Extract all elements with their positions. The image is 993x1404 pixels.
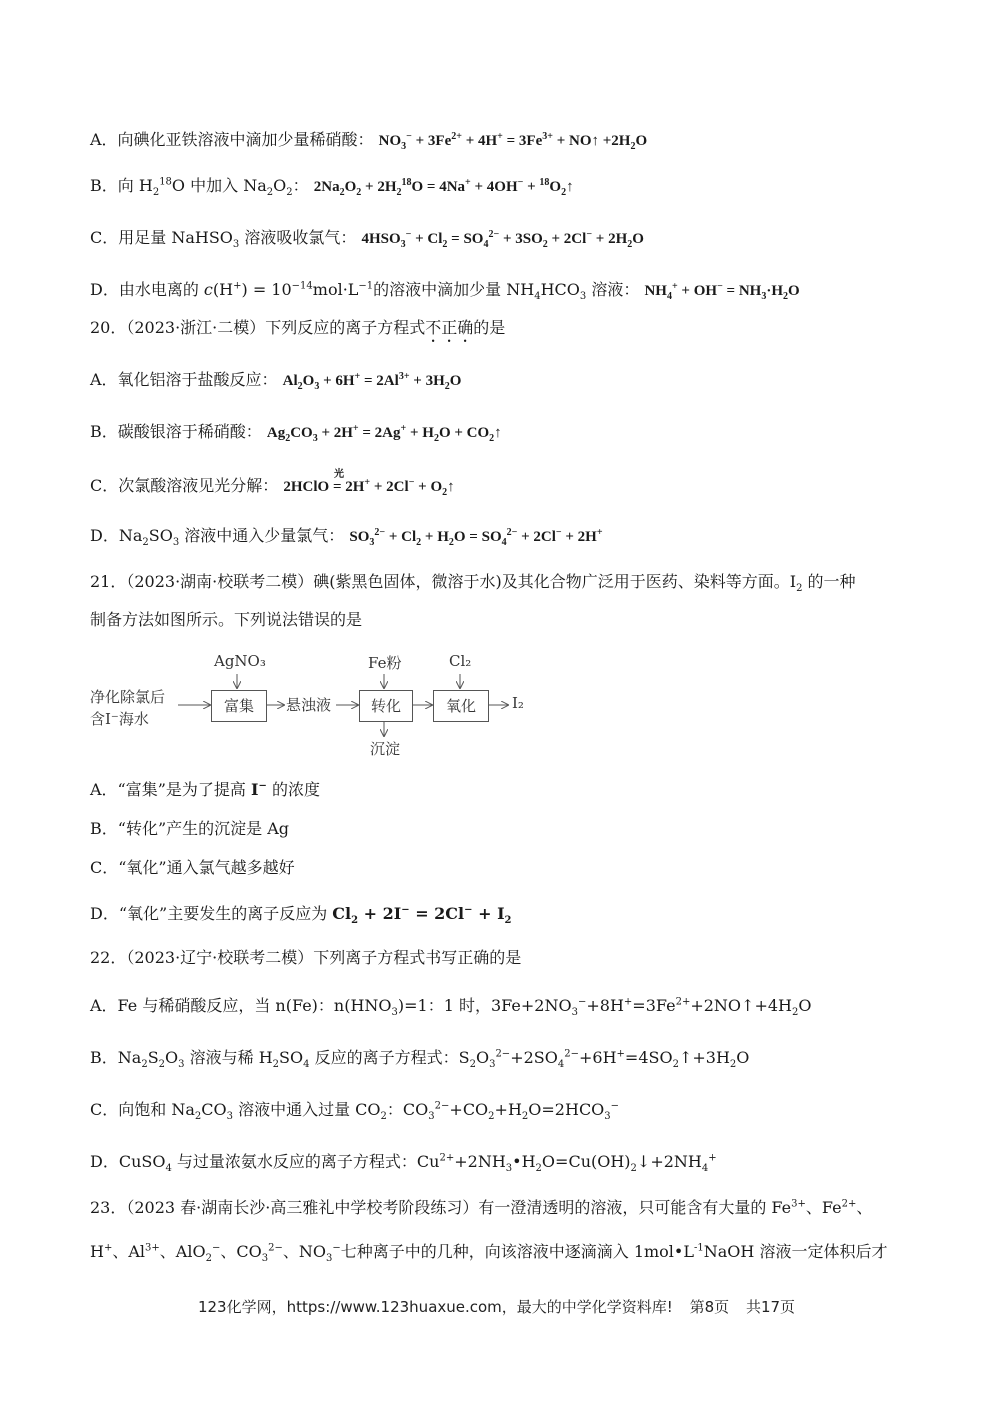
q21-option-c: C．“氧化”通入氯气越多越好 — [90, 858, 295, 877]
diagram-input-line1: 净化除氯后 — [90, 688, 166, 706]
q19-b-equation: $2Na_2O_2 + 2H_2^{18}O = 4Na^+ + 4OH^-$ + $^{18}O_2↑$ — [313, 177, 574, 198]
diagram-input-line2: 含I⁻海水 — [90, 710, 149, 728]
q19-a-equation: $NO_3^- + 3Fe^{2+} + 4H^+ = 3Fe^{3+}$ + NO↑ $+2H_2O$ — [378, 131, 648, 152]
diagram-suspension: 悬浊液 — [286, 696, 332, 714]
q21-stem-line2: 制备方法如图所示。下列说法错误的是 — [90, 610, 363, 629]
q19-c-equation: $4HSO_3^- + Cl_2 = SO_4^{2-} + 3SO_2 + 2Cl^- + 2H_2O$ — [361, 229, 644, 250]
diagram-precipitate: 沉淀 — [370, 740, 401, 758]
footer-site: 123化学网，https://www.123huaxue.com，最大的中学化学资料库! — [197, 1298, 673, 1316]
q19-option-d — [90, 278, 923, 303]
diagram-reagent-agno3: AgNO₃ — [214, 652, 266, 670]
q22-option-c: C．向饱和 $Na_2CO_3$ 溶液中通入过量 $CO_2$：$CO_3^{2-}+CO_2+H_2O=2HCO_3^-$ — [90, 1100, 620, 1123]
q23-stem-line2: H+、$Al^{3+}$、AlO$_2$−、$CO_3^{2-}$、$NO_3^-$七种离子中的几种，向该溶液中逐滴滴入 $1mol•L^{-1}NaOH$ 溶液一定体积后才 — [90, 1242, 888, 1265]
q20-b-label: B．碳酸银溶于稀硝酸： — [90, 422, 262, 441]
q19-a-label: A．向碘化亚铁溶液中滴加少量稀硝酸： — [90, 130, 374, 149]
q19-option-a — [90, 128, 923, 153]
diagram-reagent-fe: Fe粉 — [368, 654, 402, 672]
q20-option-a — [90, 368, 923, 393]
q20-option-b — [90, 420, 923, 445]
diagram-output-i2: I₂ — [512, 694, 524, 712]
q19-d-label: D．由水电离的 $c(H^+) = 10^{-14}mol\cdot L^{-1}$的溶液中滴加少量 $NH_4HCO_3$ 溶液： — [90, 280, 640, 303]
q20-stem: 20．（2023·浙江·二模）下列反应的离子方程式不正确的是 — [90, 318, 506, 337]
q22-option-d: D．CuSO$_4$ 与过量浓氨水反应的离子方程式：$Cu^{2+}+2NH_3•H_2O=Cu(OH)_2↓+2NH_4^+$ — [90, 1152, 717, 1175]
q19-b-label: B．向 $H_2^{18}O$ 中加入 $Na_2O_2$： — [90, 176, 309, 199]
q21-option-d: D．“氧化”主要发生的离子反应为 $Cl_2 + 2I^- = 2Cl^- + I_2$ — [90, 904, 512, 927]
footer-total-pages: 共17页 — [745, 1298, 796, 1316]
q19-c-label: C．用足量 NaHSO$_3$ 溶液吸收氯气： — [90, 228, 357, 251]
q19-option-c — [90, 226, 923, 251]
q22-option-b: B．$Na_2S_2O_3$ 溶液与稀 $H_2SO_4$ 反应的离子方程式：$S_2O_3^{2-}+2SO_4^{2-}+6H^+=4SO_2↑+3H_2O$ — [90, 1048, 750, 1071]
q19-option-b — [90, 174, 923, 199]
q20-d-label: D．$Na_2SO_3$ 溶液中通入少量氯气： — [90, 526, 345, 549]
q20-a-label: A．氧化铝溶于盐酸反应： — [90, 370, 278, 389]
q20-option-d — [90, 524, 923, 549]
q23-stem-line1: 23．（2023 春·湖南长沙·高三雅礼中学校考阶段练习）有一澄清透明的溶液，只可能含有大量的 $Fe^{3+}$、$Fe^{2+}$、 — [90, 1198, 873, 1217]
q20-c-label: C．次氯酸溶液见光分解： — [90, 476, 279, 495]
q20-a-equation: $Al_2O_3 + 6H^+ = 2Al^{3+} + 3H_2O$ — [282, 371, 462, 392]
q21-option-a: A．“富集”是为了提高 I− 的浓度 — [90, 780, 320, 799]
diagram-box-oxidize: 氧化 — [433, 690, 489, 722]
q21-option-b: B．“转化”产生的沉淀是 Ag — [90, 819, 290, 838]
q22-stem: 22．（2023·辽宁·校联考二模）下列离子方程式书写正确的是 — [90, 948, 522, 967]
q20-b-equation: $Ag_2CO_3 + 2H^+ = 2Ag^+ + H_2O$ + $CO_2↑$ — [266, 423, 502, 444]
q22-option-a: A．Fe 与稀硝酸反应，当 n(Fe)：$n(HNO_3)=1$：1 时，$3Fe+2NO_3^-+8H^+=3Fe^{2+}+2NO↑+4H_2O$ — [90, 996, 812, 1019]
q21-stem-line1: 21．（2023·湖南·校联考二模）碘(紫黑色固体，微溶于水)及其化合物广泛用于医药、染料等方面。$I_2$ 的一种 — [90, 572, 856, 595]
diagram-box-convert: 转化 — [359, 690, 413, 722]
page-footer — [0, 1296, 993, 1317]
q19-d-equation: $NH_4^+ + OH^- = NH_3\cdot H_2O$ — [644, 281, 800, 302]
diagram-box-enrich: 富集 — [211, 690, 267, 722]
diagram-reagent-cl2: Cl₂ — [449, 652, 472, 670]
iodine-process-diagram — [90, 648, 550, 764]
footer-page-number: 第8页 — [689, 1298, 730, 1316]
q20-d-equation: $SO_3^{2-} + Cl_2 + H_2O = SO_4^{2-} + 2Cl^- + 2H^+$ — [349, 527, 603, 548]
q20-c-equation: 2HClO 光 = $2H^+ + 2Cl^- + O_2↑$ — [283, 469, 455, 498]
q20-option-c — [90, 469, 923, 499]
